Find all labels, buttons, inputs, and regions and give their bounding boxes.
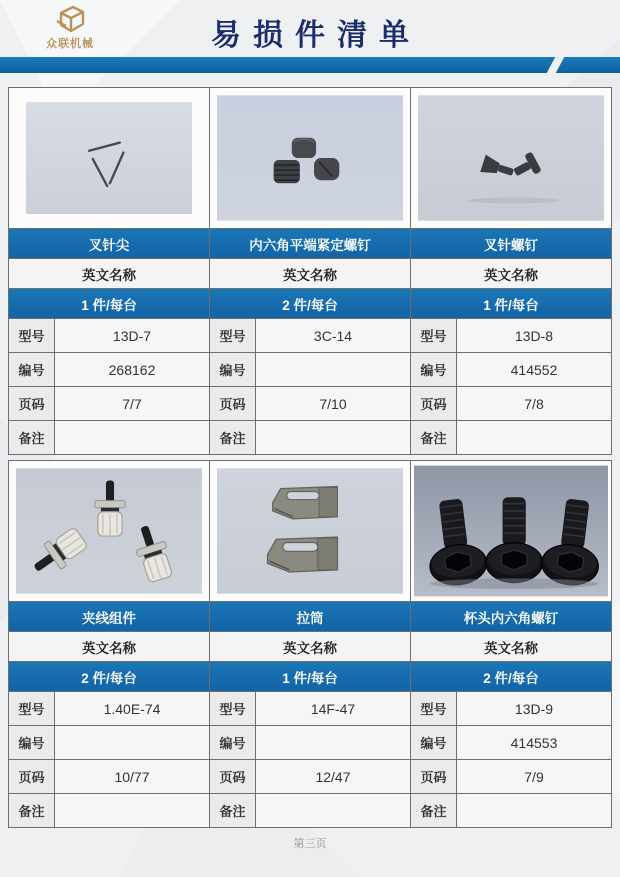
spec-row-page bbox=[9, 386, 209, 420]
part-photo bbox=[411, 461, 611, 601]
english-name-row: 英文名称 bbox=[411, 631, 611, 661]
number-value bbox=[256, 726, 410, 759]
spec-row-number bbox=[9, 725, 209, 759]
part-card-pull-tube bbox=[210, 461, 410, 827]
part-name-bar: 杯头内六角螺钉 bbox=[411, 601, 611, 631]
model-value: 3C-14 bbox=[256, 319, 410, 352]
model-value: 14F-47 bbox=[256, 692, 410, 725]
black-socket-screws-photo bbox=[414, 464, 608, 598]
model-label: 型号 bbox=[210, 692, 256, 725]
remark-label: 备注 bbox=[411, 421, 457, 454]
model-label: 型号 bbox=[411, 692, 457, 725]
remark-value bbox=[457, 421, 611, 454]
remark-label: 备注 bbox=[411, 794, 457, 827]
spec-row-page bbox=[210, 386, 410, 420]
parts-sheet bbox=[8, 87, 612, 828]
spec-table bbox=[411, 318, 611, 454]
spec-row-model bbox=[9, 691, 209, 725]
number-label: 编号 bbox=[411, 353, 457, 386]
spec-table bbox=[9, 318, 209, 454]
part-card-set-screw bbox=[210, 88, 410, 454]
spec-row-page bbox=[210, 759, 410, 793]
page-label: 页码 bbox=[411, 760, 457, 793]
set-screws-photo bbox=[217, 95, 403, 221]
part-photo bbox=[411, 88, 611, 228]
qty-per-unit-bar: 1 件/每台 bbox=[9, 288, 209, 318]
page-value: 7/7 bbox=[55, 387, 209, 420]
remark-value bbox=[256, 421, 410, 454]
page-label: 页码 bbox=[9, 387, 55, 420]
remark-label: 备注 bbox=[9, 794, 55, 827]
part-photo bbox=[210, 461, 410, 601]
spec-row-number bbox=[411, 725, 611, 759]
parts-grid-row-1 bbox=[8, 87, 612, 455]
page-label: 页码 bbox=[210, 760, 256, 793]
qty-per-unit-bar: 2 件/每台 bbox=[9, 661, 209, 691]
spec-row-number bbox=[411, 352, 611, 386]
spec-row-page bbox=[9, 759, 209, 793]
page-value: 12/47 bbox=[256, 760, 410, 793]
part-name-bar: 拉筒 bbox=[210, 601, 410, 631]
model-value: 1.40E-74 bbox=[55, 692, 209, 725]
spec-row-remark bbox=[411, 793, 611, 827]
remark-label: 备注 bbox=[210, 794, 256, 827]
remark-value bbox=[55, 421, 209, 454]
part-card-cup-head-screw bbox=[411, 461, 611, 827]
model-value: 13D-9 bbox=[457, 692, 611, 725]
number-label: 编号 bbox=[411, 726, 457, 759]
number-label: 编号 bbox=[210, 726, 256, 759]
number-value bbox=[55, 726, 209, 759]
spec-row-page bbox=[411, 386, 611, 420]
spec-row-remark bbox=[210, 420, 410, 454]
needles-photo bbox=[25, 102, 193, 214]
number-value: 268162 bbox=[55, 353, 209, 386]
remark-label: 备注 bbox=[9, 421, 55, 454]
brackets-photo bbox=[217, 468, 403, 594]
spec-row-remark bbox=[9, 793, 209, 827]
english-name-row: 英文名称 bbox=[9, 631, 209, 661]
number-value bbox=[256, 353, 410, 386]
page-label: 页码 bbox=[411, 387, 457, 420]
part-photo bbox=[9, 88, 209, 228]
part-card-fork-pin-screw bbox=[411, 88, 611, 454]
remark-value bbox=[256, 794, 410, 827]
page-label: 页码 bbox=[9, 760, 55, 793]
page-value: 7/10 bbox=[256, 387, 410, 420]
spec-row-remark bbox=[411, 420, 611, 454]
number-label: 编号 bbox=[9, 726, 55, 759]
spec-table bbox=[411, 691, 611, 827]
spec-table bbox=[9, 691, 209, 827]
page-value: 10/77 bbox=[55, 760, 209, 793]
english-name-row: 英文名称 bbox=[9, 258, 209, 288]
qty-per-unit-bar: 1 件/每台 bbox=[210, 661, 410, 691]
part-name-bar: 内六角平端紧定螺钉 bbox=[210, 228, 410, 258]
number-label: 编号 bbox=[210, 353, 256, 386]
spec-row-model bbox=[210, 318, 410, 352]
model-value: 13D-7 bbox=[55, 319, 209, 352]
spec-table bbox=[210, 691, 410, 827]
number-value: 414553 bbox=[457, 726, 611, 759]
part-card-fork-pin-tip bbox=[9, 88, 209, 454]
part-photo bbox=[9, 461, 209, 601]
page-number: 第三页 bbox=[293, 838, 327, 850]
part-name-bar: 叉针螺钉 bbox=[411, 228, 611, 258]
spec-row-model bbox=[9, 318, 209, 352]
model-label: 型号 bbox=[210, 319, 256, 352]
spec-table bbox=[210, 318, 410, 454]
logo-text: 众联机械 bbox=[46, 38, 94, 50]
spec-row-number bbox=[210, 725, 410, 759]
page-label: 页码 bbox=[210, 387, 256, 420]
remark-value bbox=[55, 794, 209, 827]
page-header bbox=[0, 0, 620, 57]
spec-row-model bbox=[411, 318, 611, 352]
parts-grid-row-2 bbox=[8, 460, 612, 828]
remark-value bbox=[457, 794, 611, 827]
spec-row-page bbox=[411, 759, 611, 793]
qty-per-unit-bar: 2 件/每台 bbox=[411, 661, 611, 691]
model-label: 型号 bbox=[9, 692, 55, 725]
english-name-row: 英文名称 bbox=[210, 258, 410, 288]
spec-row-number bbox=[210, 352, 410, 386]
small-screws-photo bbox=[418, 95, 604, 221]
page-value: 7/9 bbox=[457, 760, 611, 793]
spec-row-remark bbox=[210, 793, 410, 827]
accent-bar-slash bbox=[546, 56, 565, 74]
english-name-row: 英文名称 bbox=[210, 631, 410, 661]
spec-row-number bbox=[9, 352, 209, 386]
number-label: 编号 bbox=[9, 353, 55, 386]
qty-per-unit-bar: 2 件/每台 bbox=[210, 288, 410, 318]
part-photo bbox=[210, 88, 410, 228]
remark-label: 备注 bbox=[210, 421, 256, 454]
page-value: 7/8 bbox=[457, 387, 611, 420]
header-accent-bar bbox=[0, 57, 620, 73]
model-label: 型号 bbox=[9, 319, 55, 352]
model-value: 13D-8 bbox=[457, 319, 611, 352]
part-name-bar: 夹线组件 bbox=[9, 601, 209, 631]
spec-row-model bbox=[210, 691, 410, 725]
spec-row-model bbox=[411, 691, 611, 725]
spec-row-remark bbox=[9, 420, 209, 454]
page-title: 易损件清单 bbox=[211, 19, 421, 52]
part-card-thread-clamp bbox=[9, 461, 209, 827]
qty-per-unit-bar: 1 件/每台 bbox=[411, 288, 611, 318]
number-value: 414552 bbox=[457, 353, 611, 386]
clamp-assemblies-photo bbox=[16, 468, 202, 594]
model-label: 型号 bbox=[411, 319, 457, 352]
part-name-bar: 叉针尖 bbox=[9, 228, 209, 258]
english-name-row: 英文名称 bbox=[411, 258, 611, 288]
